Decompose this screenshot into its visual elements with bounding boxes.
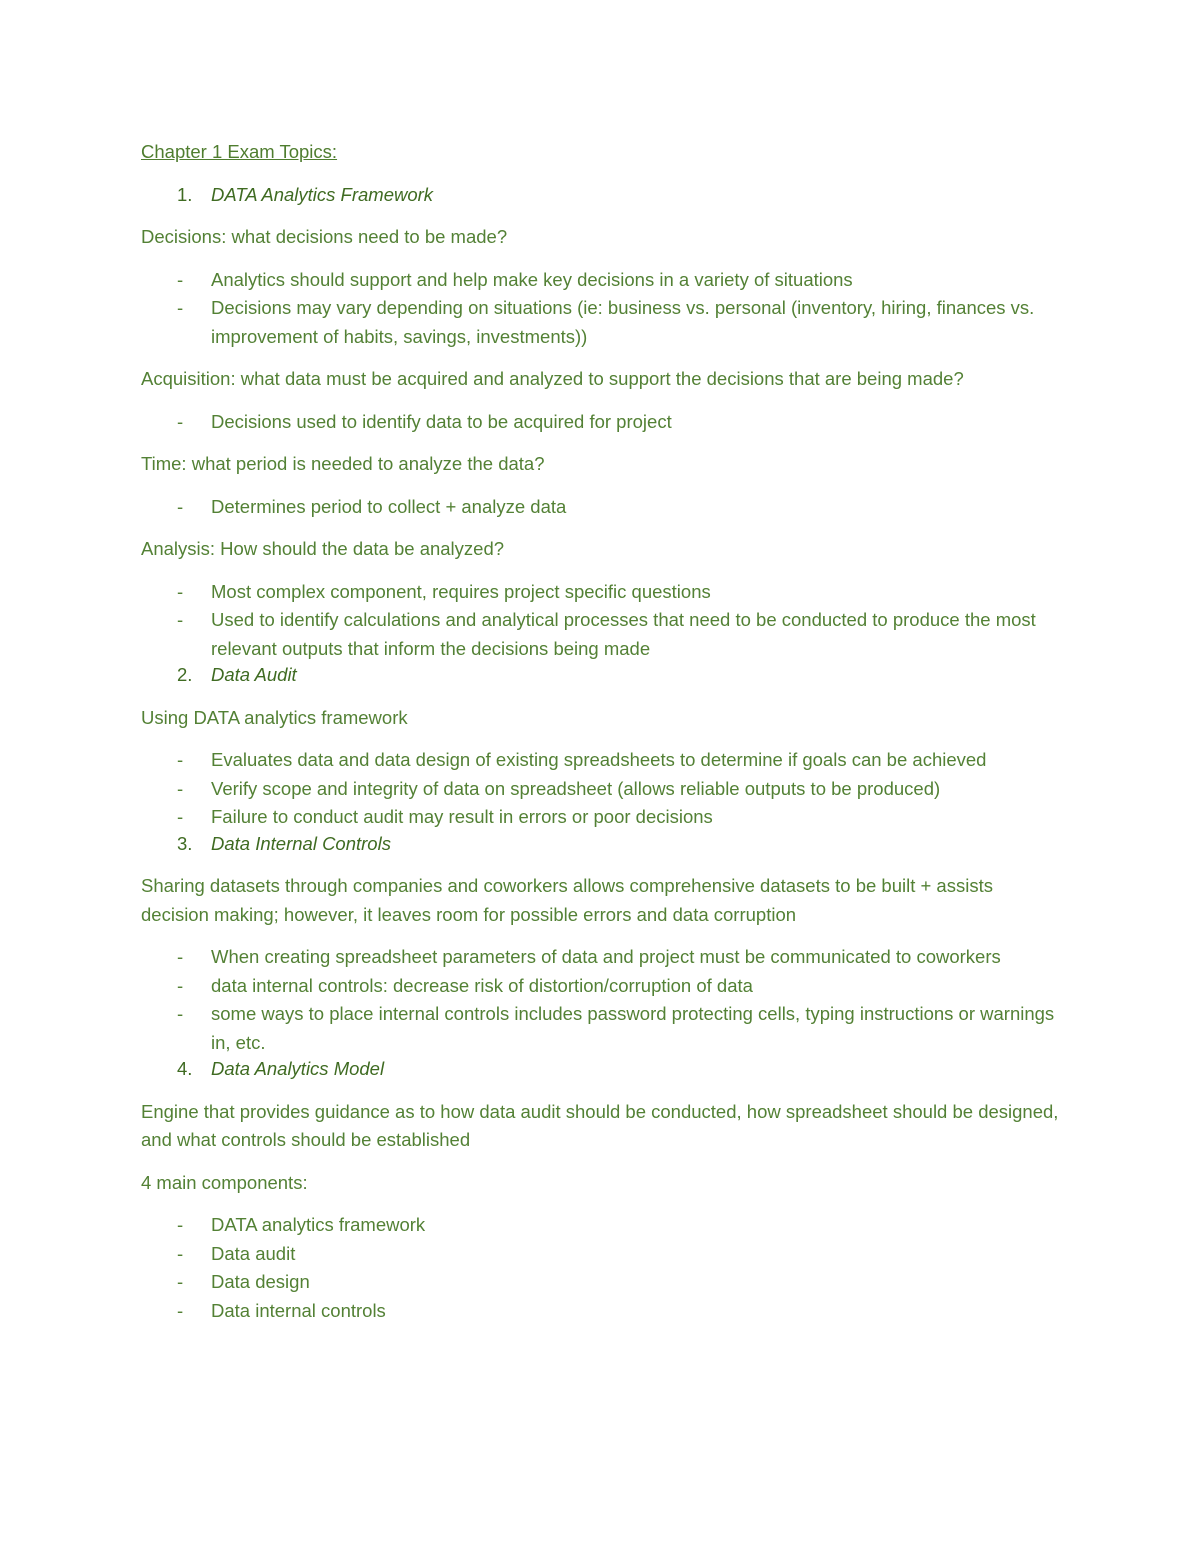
list-item — [141, 266, 1061, 295]
dash-marker: - — [177, 749, 184, 770]
list-item-text: Used to identify calculations and analytical processes that need to be conducted to produce the most relevant outputs that inform the decisions being made — [211, 609, 1036, 659]
list-item-text: Determines period to collect + analyze data — [211, 495, 567, 517]
bullet-list — [141, 1211, 1061, 1325]
section-heading — [141, 1055, 1061, 1084]
section-number: 4. — [177, 1058, 193, 1079]
dash-marker: - — [177, 410, 184, 432]
paragraph: Time: what period is needed to analyze the data? — [141, 453, 545, 474]
list-item — [141, 775, 1061, 804]
bullet-list — [141, 578, 1061, 664]
paragraph: Sharing datasets through companies and coworkers allows comprehensive datasets to be built + assists decision making; however, it leaves room for possible errors and data corruption — [141, 875, 993, 925]
list-item-text: DATA analytics framework — [211, 1214, 426, 1235]
paragraph: Engine that provides guidance as to how data audit should be conducted, how spreadsheet should be designed, and what controls should be established — [141, 1100, 1059, 1150]
list-item-text: Data internal controls — [211, 1299, 386, 1321]
bullet-list — [141, 746, 1061, 832]
section-title: Data Audit — [211, 664, 297, 685]
section-number: 2. — [177, 664, 193, 685]
list-item — [141, 294, 1061, 351]
list-item — [141, 408, 1061, 437]
paragraph: Acquisition: what data must be acquired and analyzed to support the decisions that are being made? — [141, 368, 964, 389]
dash-marker: - — [177, 297, 184, 318]
list-item-text: Failure to conduct audit may result in errors or poor decisions — [211, 806, 713, 827]
list-item-text: Decisions used to identify data to be acquired for project — [211, 410, 672, 432]
page-title: Chapter 1 Exam Topics: — [141, 141, 338, 162]
list-item-text: Data audit — [211, 1242, 296, 1264]
dash-marker: - — [177, 777, 184, 799]
bullet-list — [141, 943, 1061, 1057]
dash-marker: - — [177, 580, 184, 602]
bullet-list — [141, 408, 1061, 437]
list-item — [141, 972, 1061, 1001]
list-item — [141, 803, 1061, 832]
dash-marker: - — [177, 974, 184, 996]
dash-marker: - — [177, 1242, 184, 1264]
list-item-text: Data design — [211, 1271, 310, 1292]
section-heading — [141, 830, 1061, 859]
dash-marker: - — [177, 946, 184, 967]
bullet-list — [141, 493, 1061, 522]
list-item — [141, 1000, 1061, 1057]
paragraph: Analysis: How should the data be analyzed? — [141, 538, 505, 559]
list-item-text: Most complex component, requires project specific questions — [211, 580, 711, 602]
section-heading — [141, 661, 1061, 690]
list-item — [141, 746, 1061, 775]
dash-marker: - — [177, 1003, 184, 1024]
dash-marker: - — [177, 609, 184, 630]
section-number: 3. — [177, 832, 193, 854]
dash-marker: - — [177, 1299, 184, 1321]
paragraph: 4 main components: — [141, 1171, 308, 1193]
dash-marker: - — [177, 268, 184, 290]
section-heading — [141, 181, 1061, 210]
document-page — [141, 138, 1061, 1339]
dash-marker: - — [177, 806, 184, 827]
dash-marker: - — [177, 1214, 184, 1235]
list-item — [141, 1297, 1061, 1326]
section-title: Data Analytics Model — [211, 1058, 385, 1079]
list-item-text: Decisions may vary depending on situations (ie: business vs. personal (inventory, hiring, finances vs. improvement of habits, savings, investments)) — [211, 297, 1035, 347]
dash-marker: - — [177, 495, 184, 517]
section-number: 1. — [177, 183, 193, 205]
list-item-text: Evaluates data and data design of existing spreadsheets to determine if goals can be achieved — [211, 749, 987, 770]
paragraph: Using DATA analytics framework — [141, 706, 408, 728]
bullet-list — [141, 266, 1061, 352]
list-item — [141, 578, 1061, 607]
list-item — [141, 1268, 1061, 1297]
list-item-text: some ways to place internal controls includes password protecting cells, typing instructions or warnings in, etc. — [211, 1003, 1055, 1053]
section-title: Data Internal Controls — [211, 832, 391, 854]
list-item — [141, 493, 1061, 522]
list-item — [141, 606, 1061, 663]
paragraph: Decisions: what decisions need to be made? — [141, 226, 508, 247]
list-item-text: When creating spreadsheet parameters of data and project must be communicated to coworkers — [211, 946, 1001, 967]
section-title: DATA Analytics Framework — [211, 183, 434, 205]
list-item — [141, 943, 1061, 972]
list-item-text: data internal controls: decrease risk of distortion/corruption of data — [211, 974, 753, 996]
list-item-text: Analytics should support and help make key decisions in a variety of situations — [211, 268, 853, 290]
list-item — [141, 1211, 1061, 1240]
list-item-text: Verify scope and integrity of data on spreadsheet (allows reliable outputs to be produced) — [211, 777, 941, 799]
dash-marker: - — [177, 1271, 184, 1292]
list-item — [141, 1240, 1061, 1269]
